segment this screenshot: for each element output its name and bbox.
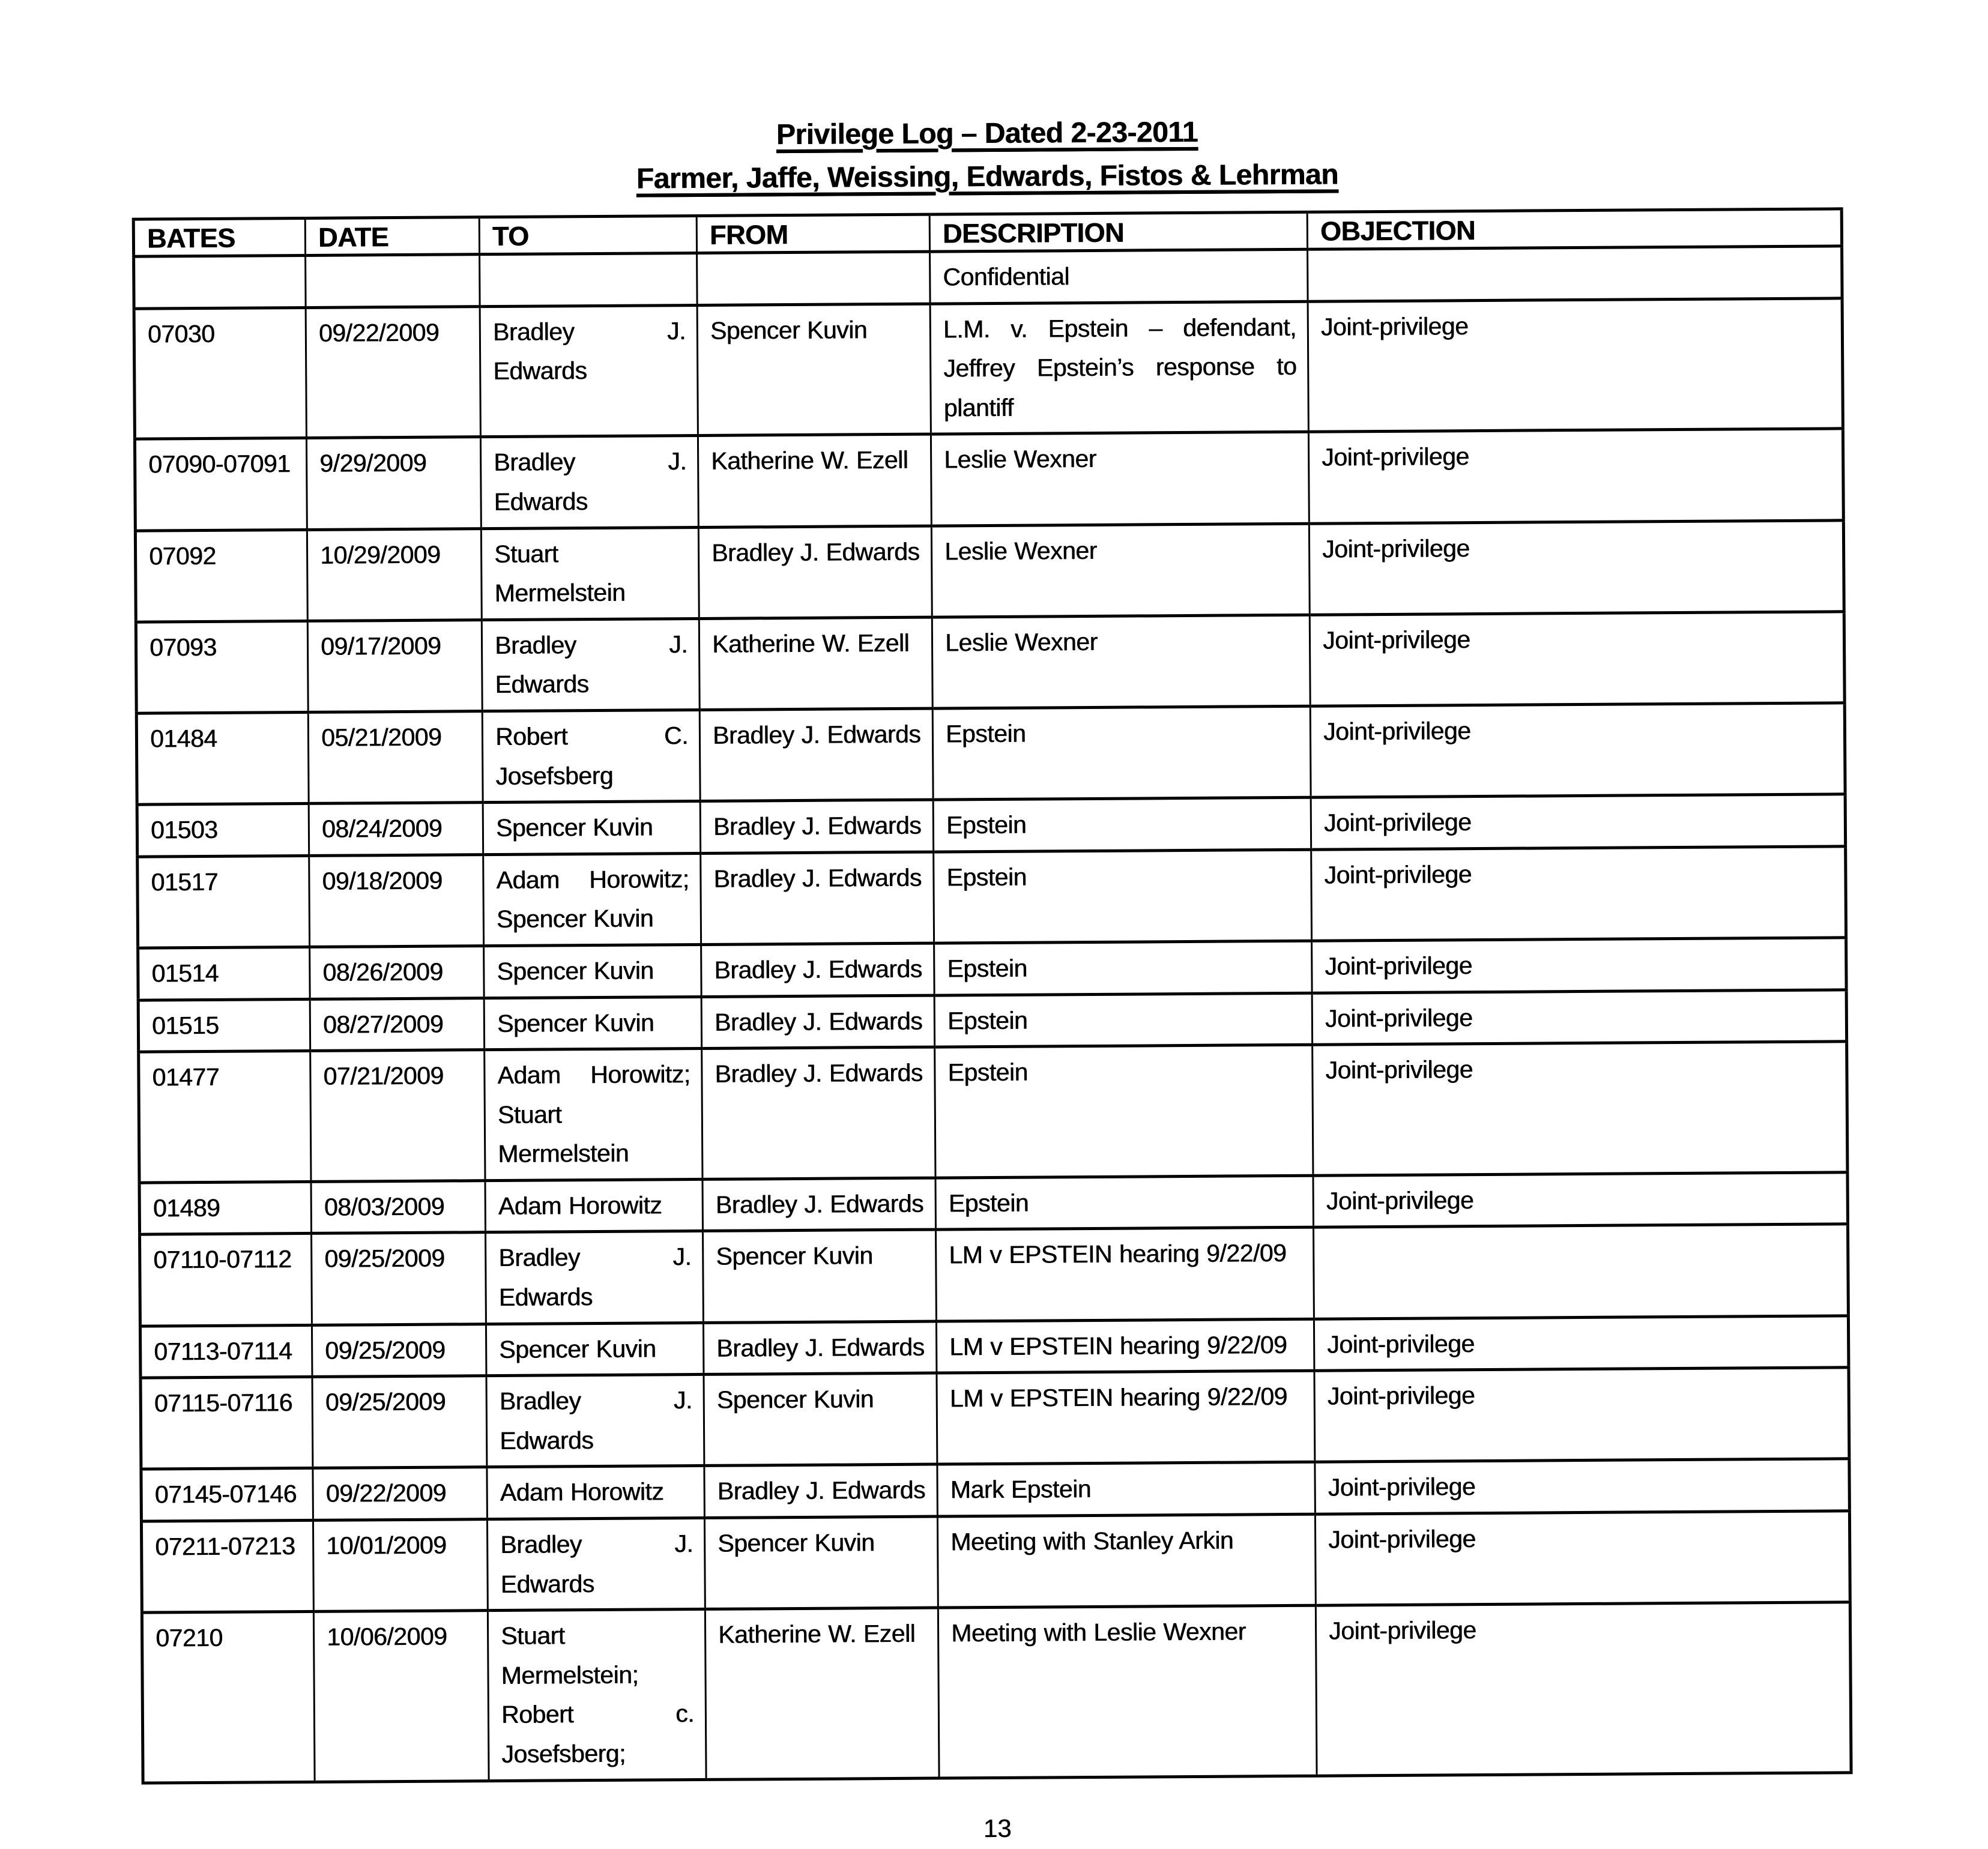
cell-objection: Joint-privilege — [1313, 1042, 1848, 1175]
cell-date: 05/21/2009 — [308, 711, 483, 804]
cell-to: Bradley J. Edwards — [487, 1518, 705, 1610]
cell-description: Leslie Wexner — [932, 615, 1310, 708]
cell-to: Robert C. Josefsberg — [482, 710, 700, 802]
cell-bates: 07211-07213 — [141, 1520, 313, 1612]
column-header-bates: BATES — [133, 218, 305, 256]
cell-description: Epstein — [933, 797, 1311, 851]
cell-description: Epstein — [932, 706, 1311, 800]
cell-bates: 01489 — [139, 1181, 312, 1234]
cell-bates: 01503 — [137, 804, 309, 857]
table-row — [134, 429, 1843, 531]
cell-from — [697, 252, 931, 305]
cell-to: Spencer Kuvin — [483, 801, 701, 855]
cell-objection: Joint-privilege — [1311, 846, 1846, 941]
cell-to: Stuart Mermelstein — [481, 527, 699, 620]
cell-bates: 07093 — [136, 621, 308, 713]
cell-bates: 01477 — [139, 1051, 311, 1183]
cell-description: LM v EPSTEIN hearing 9/22/09 — [936, 1319, 1314, 1373]
cell-to: Bradley J. Edwards — [482, 618, 699, 711]
cell-description: Confidential — [930, 249, 1308, 303]
cell-to: Bradley J. Edwards — [486, 1231, 704, 1324]
cell-description: Epstein — [934, 849, 1312, 943]
cell-bates: 07210 — [142, 1612, 315, 1783]
cell-to: Adam Horowitz — [485, 1179, 703, 1232]
cell-from: Katherine W. Ezell — [705, 1608, 939, 1779]
cell-from: Bradley J. Edwards — [699, 708, 933, 801]
cell-objection: Joint-privilege — [1310, 612, 1844, 707]
cell-date: 09/22/2009 — [306, 306, 480, 438]
cell-description: Leslie Wexner — [931, 432, 1309, 526]
cell-bates: 01514 — [138, 947, 310, 1000]
cell-description: Epstein — [935, 1045, 1313, 1178]
cell-description: Epstein — [935, 1175, 1314, 1229]
cell-to: Bradley J. Edwards — [480, 305, 698, 437]
table-row — [134, 298, 1843, 439]
cell-date: 08/03/2009 — [311, 1181, 486, 1234]
cell-description: Epstein — [934, 993, 1313, 1047]
cell-bates: 07145-07146 — [141, 1468, 313, 1521]
cell-to: Spencer Kuvin — [486, 1323, 704, 1376]
cell-from: Spencer Kuvin — [697, 304, 931, 436]
cell-objection — [1308, 246, 1843, 301]
cell-objection: Joint-privilege — [1312, 938, 1847, 993]
cell-from: Katherine W. Ezell — [698, 434, 931, 527]
cell-date: 08/26/2009 — [310, 946, 485, 999]
document-subtitle: Farmer, Jaffe, Weissing, Edwards, Fistos & Lehrman — [636, 158, 1339, 195]
cell-from: Spencer Kuvin — [704, 1516, 938, 1609]
column-header-description: DESCRIPTION — [929, 212, 1307, 252]
cell-bates — [134, 255, 306, 308]
table-row — [142, 1602, 1851, 1783]
cell-description: L.M. v. Epstein – defendant, Jeffrey Epstein’s response to plantiff — [930, 301, 1308, 435]
cell-objection: Joint-privilege — [1313, 1172, 1848, 1228]
cell-to: Adam Horowitz — [487, 1466, 705, 1519]
page-number: 13 — [983, 1814, 1012, 1842]
cell-bates: 07090-07091 — [134, 438, 307, 531]
cell-objection — [1314, 1224, 1849, 1319]
cell-objection: Joint-privilege — [1315, 1511, 1850, 1606]
cell-date: 09/25/2009 — [312, 1376, 487, 1468]
cell-objection: Joint-privilege — [1308, 298, 1843, 432]
table-row — [137, 846, 1846, 949]
cell-date: 10/06/2009 — [313, 1611, 489, 1782]
cell-objection: Joint-privilege — [1310, 703, 1845, 798]
column-header-objection: OBJECTION — [1307, 209, 1841, 249]
cell-description: Leslie Wexner — [931, 523, 1310, 617]
cell-date: 9/29/2009 — [306, 437, 481, 529]
cell-from: Bradley J. Edwards — [702, 1178, 936, 1231]
cell-bates: 07113-07114 — [140, 1325, 312, 1378]
table-body — [134, 246, 1851, 1783]
column-header-to: TO — [479, 216, 696, 254]
cell-description: Mark Epstein — [937, 1462, 1316, 1516]
cell-to: Adam Horowitz; Stuart Mermelstein — [485, 1049, 702, 1181]
cell-description: Epstein — [934, 941, 1313, 995]
cell-objection: Joint-privilege — [1312, 989, 1847, 1045]
table-row — [136, 703, 1845, 805]
cell-to: Bradley J. Edwards — [480, 436, 698, 528]
table-row — [141, 1511, 1850, 1613]
cell-from: Bradley J. Edwards — [698, 526, 932, 619]
cell-description: Meeting with Leslie Wexner — [938, 1605, 1317, 1778]
cell-date: 09/22/2009 — [313, 1467, 488, 1520]
cell-date: 08/24/2009 — [309, 803, 483, 855]
cell-date — [306, 255, 480, 307]
cell-to: Spencer Kuvin — [484, 944, 702, 998]
cell-from: Bradley J. Edwards — [701, 852, 934, 945]
column-header-from: FROM — [696, 214, 929, 253]
document-title: Privilege Log – Dated 2-23-2011 — [776, 116, 1198, 151]
cell-bates: 01484 — [136, 712, 309, 804]
cell-from: Bradley J. Edwards — [704, 1465, 938, 1518]
table-row — [135, 520, 1844, 622]
cell-date: 09/18/2009 — [309, 854, 484, 947]
cell-objection: Joint-privilege — [1316, 1602, 1851, 1776]
table-row — [139, 1042, 1848, 1183]
cell-bates: 07115-07116 — [140, 1377, 313, 1470]
cell-objection: Joint-privilege — [1314, 1368, 1849, 1462]
table-row — [140, 1224, 1849, 1326]
cell-to: Adam Horowitz; Spencer Kuvin — [483, 853, 701, 946]
cell-from: Bradley J. Edwards — [701, 943, 935, 997]
cell-date: 09/25/2009 — [312, 1324, 486, 1377]
cell-to — [480, 253, 698, 306]
cell-bates: 01515 — [138, 999, 310, 1052]
cell-objection: Joint-privilege — [1309, 520, 1844, 615]
cell-date: 07/21/2009 — [310, 1050, 485, 1182]
cell-objection: Joint-privilege — [1308, 429, 1843, 523]
cell-bates: 07030 — [134, 307, 306, 439]
cell-date: 08/27/2009 — [310, 998, 485, 1051]
privilege-log-table — [132, 207, 1853, 1784]
column-header-date: DATE — [305, 217, 479, 256]
cell-bates: 01517 — [137, 855, 310, 948]
cell-from: Bradley J. Edwards — [700, 800, 934, 853]
cell-description: Meeting with Stanley Arkin — [937, 1514, 1316, 1608]
cell-from: Spencer Kuvin — [703, 1230, 937, 1323]
cell-to: Stuart Mermelstein; Robert c. Josefsberg; — [488, 1609, 706, 1781]
cell-bates: 07110-07112 — [140, 1234, 312, 1326]
cell-from: Bradley J. Edwards — [701, 995, 935, 1049]
cell-date: 10/29/2009 — [307, 528, 482, 621]
cell-to: Bradley J. Edwards — [486, 1375, 704, 1467]
cell-description: LM v EPSTEIN hearing 9/22/09 — [937, 1371, 1315, 1464]
cell-description: LM v EPSTEIN hearing 9/22/09 — [936, 1228, 1314, 1321]
table-row — [140, 1368, 1849, 1470]
cell-date: 09/17/2009 — [307, 620, 482, 712]
cell-objection: Joint-privilege — [1314, 1315, 1849, 1371]
cell-from: Bradley J. Edwards — [702, 1047, 935, 1179]
cell-to: Spencer Kuvin — [484, 997, 702, 1050]
cell-date: 10/01/2009 — [313, 1519, 488, 1612]
cell-bates: 07092 — [135, 529, 307, 622]
cell-from: Katherine W. Ezell — [699, 617, 932, 710]
cell-objection: Joint-privilege — [1311, 794, 1846, 849]
table-row — [136, 612, 1844, 714]
cell-from: Spencer Kuvin — [704, 1373, 937, 1466]
cell-date: 09/25/2009 — [312, 1232, 486, 1325]
cell-objection: Joint-privilege — [1315, 1459, 1850, 1514]
cell-from: Bradley J. Edwards — [703, 1321, 937, 1375]
